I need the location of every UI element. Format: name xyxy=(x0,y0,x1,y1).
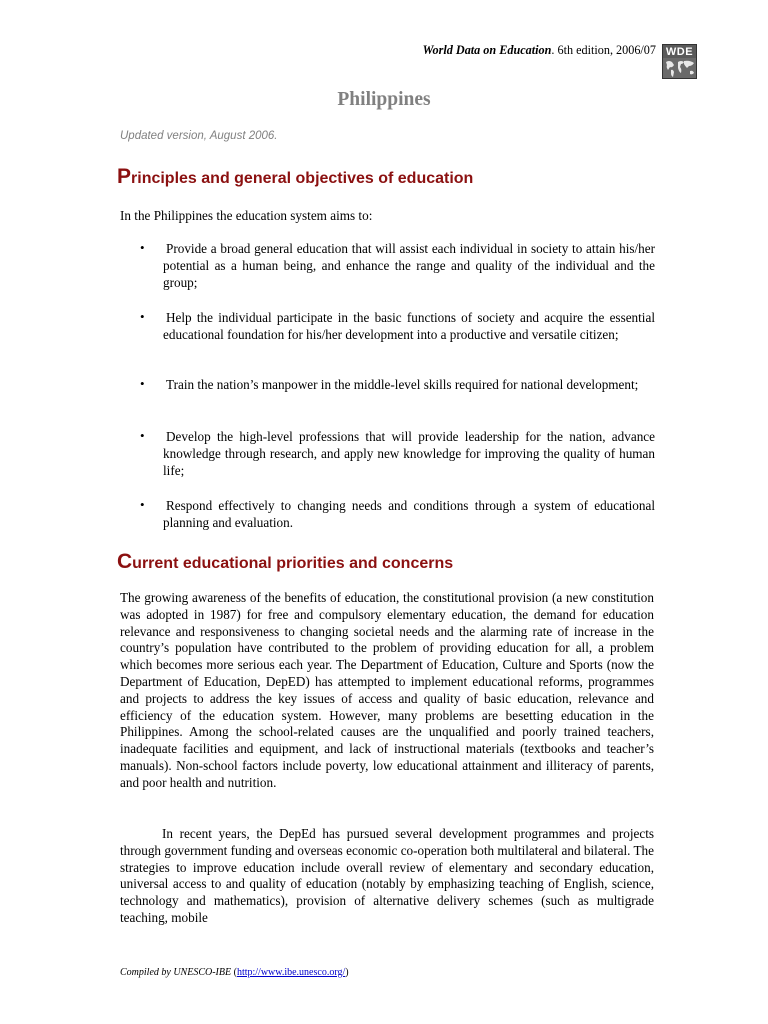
intro-sentence: In the Philippines the education system aims to: xyxy=(120,208,373,223)
list-item-text: Train the nation’s manpower in the middle-level skills required for national development; xyxy=(166,377,639,392)
wde-logo xyxy=(662,44,697,79)
list-item-text: Respond effectively to changing needs and conditions through a system of educational planning and evaluation. xyxy=(163,498,655,530)
heading-initial: P xyxy=(117,165,132,188)
heading-rest: urrent educational priorities and concerns xyxy=(132,555,454,572)
heading-initial: C xyxy=(117,550,133,573)
bullet-icon: • xyxy=(140,497,145,512)
bullet-icon: • xyxy=(140,240,145,255)
heading-rest: rinciples and general objectives of education xyxy=(131,170,474,187)
footer xyxy=(120,967,349,978)
ibe-website-link[interactable]: http://www.ibe.unesco.org/ xyxy=(236,967,346,978)
updated-version-note: Updated version, August 2006. xyxy=(120,130,278,142)
bullet-icon: • xyxy=(140,309,145,324)
list-item-text: Develop the high-level professions that will provide leadership for the nation, advance knowledge through research, and apply new knowledge for improving the quality of human life; xyxy=(163,429,655,478)
footer-close-paren: ) xyxy=(345,967,349,978)
paragraph: The growing awareness of the benefits of education, the constitutional provision (a new constitution was adopted in 1987) for free and compulsory elementary education, the demand for education relevance and responsiveness to changing societal needs and the alarming rate of increase in the country’s population have contributed to the problem of providing education for all, a problem which becomes more serious each year. The Department of Education, Culture and Sports (now the Department of Education, DepED) has attempted to implement educational reforms, programmes and projects to address the key issues of access and quality of basic education, relevance and efficiency of the education system. However, many problems are besetting education in the Philippines. Among the school-related causes are the unqualified and poorly trained teachers, inadequate facilities and equipment, and lack of instructional materials (textbooks and teacher’s manuals). Non-school factors include poverty, low educational attainment and illiteracy of parents, and poor health and nutrition. xyxy=(120,590,654,790)
country-title: Philippines xyxy=(337,89,431,110)
edition-info: . 6th edition, 2006/07 xyxy=(551,43,656,57)
section-heading-priorities xyxy=(117,550,453,574)
section-heading-principles xyxy=(117,165,473,189)
bullet-icon: • xyxy=(140,428,145,443)
footer-open-paren: ( xyxy=(231,967,237,978)
bullet-icon: • xyxy=(140,376,145,391)
paragraph: In recent years, the DepEd has pursued several development programmes and projects through government funding and overseas economic co-operation both multilateral and bilateral. The strategies to improve education include overall review of elementary and secondary education, universal access to and quality of education (notably by emphasizing teaching of English, science, technology and mathematics), provision of alternative delivery schemes (such as multigrade teaching, mobile xyxy=(120,826,654,925)
footer-compiled-by: Compiled by UNESCO-IBE xyxy=(120,967,232,978)
list-item-text: Provide a broad general education that will assist each individual in society to attain his/her potential as a human being, and enhance the range and quality of the individual and the group; xyxy=(163,241,655,290)
list-item-text: Help the individual participate in the basic functions of society and acquire the essential educational foundation for his/her development into a productive and versatile citizen; xyxy=(163,310,655,342)
publication-title: World Data on Education xyxy=(422,43,552,57)
logo-text: WDE xyxy=(665,46,694,58)
world-map-icon xyxy=(663,58,697,79)
header-reference xyxy=(380,43,656,58)
